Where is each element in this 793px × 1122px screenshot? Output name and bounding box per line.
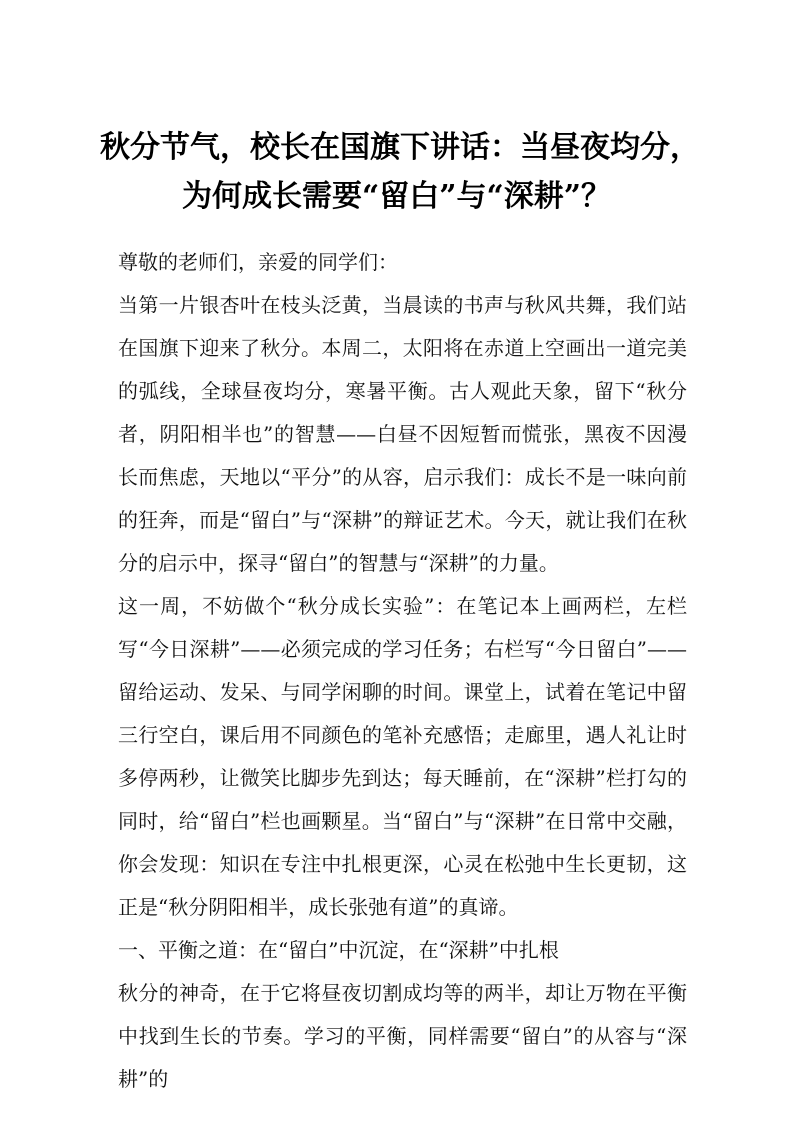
document-body [118, 241, 687, 1101]
document-title-line-2: 为何成长需要“留白”与“深耕”？ [181, 179, 612, 214]
paragraph-section-1-body: 秋分的神奇，在于它将昼夜切割成均等的两半，却让万物在平衡中找到生长的节奏。学习的平衡，同样需要“留白”的从容与“深耕”的 [118, 981, 687, 1091]
document-title-line-1: 秋分节气，校长在国旗下讲话：当昼夜均分， [100, 130, 700, 165]
paragraph-salutation: 尊敬的老师们，亲爱的同学们： [118, 250, 398, 274]
paragraph-experiment: 这一周，不妨做个“秋分成长实验”：在笔记本上画两栏，左栏写“今日深耕”——必须完成的学习任务；右栏写“今日留白”——留给运动、发呆、与同学闲聊的时间。课堂上，试着在笔记中留三行空白，课后用不同颜色的笔补充感悟；走廊里，遇人礼让时多停两秒，让微笑比脚步先到达；每天睡前，在“深耕”栏打勾的同时，给“留白”栏也画颗星。当“留白”与“深耕”在日常中交融，你会发现：知识在专注中扎根更深，心灵在松弛中生长更韧，这正是“秋分阴阳相半，成长张弛有道”的真谛。 [118, 594, 687, 919]
document-title [100, 123, 700, 221]
paragraph-intro: 当第一片银杏叶在枝头泛黄，当晨读的书声与秋风共舞，我们站在国旗下迎来了秋分。本周二，太阳将在赤道上空画出一道完美的弧线，全球昼夜均分，寒暑平衡。古人观此天象，留下“秋分者，阴阳相半也”的智慧——白昼不因短暂而慌张，黑夜不因漫长而焦虑，天地以“平分”的从容，启示我们：成长不是一味向前的狂奔，而是“留白”与“深耕”的辩证艺术。今天，就让我们在秋分的启示中，探寻“留白”的智慧与“深耕”的力量。 [118, 293, 687, 575]
section-heading-1: 一、平衡之道：在“留白”中沉淀，在“深耕”中扎根 [118, 938, 559, 962]
